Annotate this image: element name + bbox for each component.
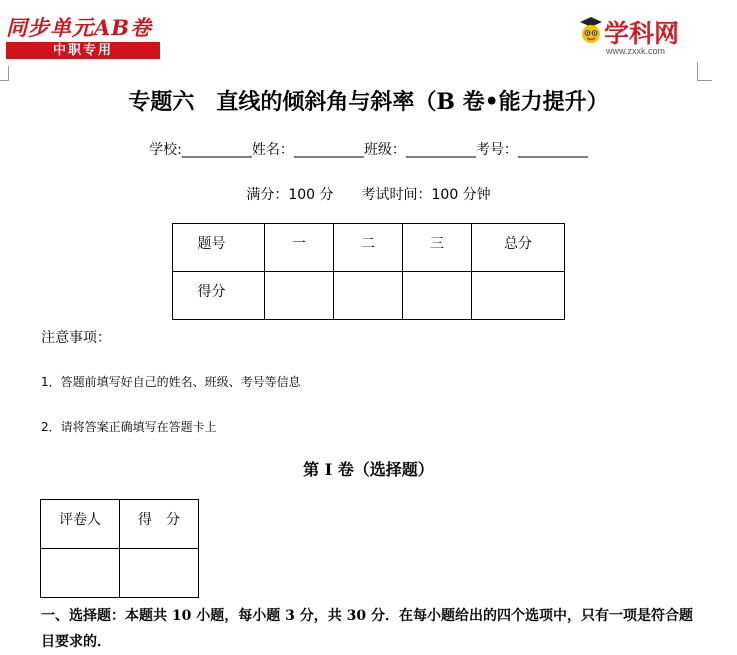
score-time-line: 满分：100 分 考试时间：100 分钟 — [246, 187, 491, 203]
notes-heading: 注意事项： — [41, 330, 111, 346]
table-cell: 得 分 — [120, 500, 199, 549]
zxxk-logo — [578, 14, 688, 66]
table-cell: 评卷人 — [41, 500, 120, 549]
section-instruction: 一、选择题：本题共 10 小题，每小题 3 分，共 30 分．在每小题给出的四个选项中，只有一项是符合题目要求的． — [41, 608, 693, 650]
logo-url: www.zxxk.com — [606, 46, 666, 56]
mascot-icon — [578, 14, 604, 48]
series-badge-subtitle: 中职专用 — [6, 42, 160, 59]
section-title: 第 I 卷（选择题） — [303, 460, 434, 479]
table-cell: 二 — [334, 224, 403, 272]
series-badge-title: 同步单元AB卷 — [6, 15, 153, 40]
grader-entry-cell[interactable] — [41, 549, 120, 598]
table-cell: 得分 — [173, 272, 265, 320]
table-cell: 题号 — [173, 224, 265, 272]
grader-entry-cell[interactable] — [120, 549, 199, 598]
table-cell: 一 — [265, 224, 334, 272]
score-entry-cell[interactable] — [334, 272, 403, 320]
score-entry-cell[interactable] — [472, 272, 565, 320]
score-table — [172, 223, 565, 320]
score-table-row — [173, 272, 565, 320]
table-cell: 总分 — [472, 224, 565, 272]
note-item: 2．请将答案正确填写在答题卡上 — [41, 420, 217, 434]
score-entry-cell[interactable] — [403, 272, 472, 320]
page-corner-mark — [0, 66, 9, 81]
page-corner-mark — [697, 62, 712, 81]
score-table-header-row — [173, 224, 565, 272]
grader-table-header-row — [41, 500, 199, 549]
score-entry-cell[interactable] — [265, 272, 334, 320]
student-info-line: 学校:__________姓名：__________班级：__________考号：__________ — [149, 142, 588, 158]
grader-table — [40, 499, 199, 598]
page-title: 专题六 直线的倾斜角与斜率（B 卷•能力提升） — [128, 89, 609, 115]
note-item: 1．答题前填写好自己的姓名、班级、考号等信息 — [41, 375, 301, 389]
grader-table-row — [41, 549, 199, 598]
logo-text: 学科网 — [604, 19, 680, 48]
table-cell: 三 — [403, 224, 472, 272]
